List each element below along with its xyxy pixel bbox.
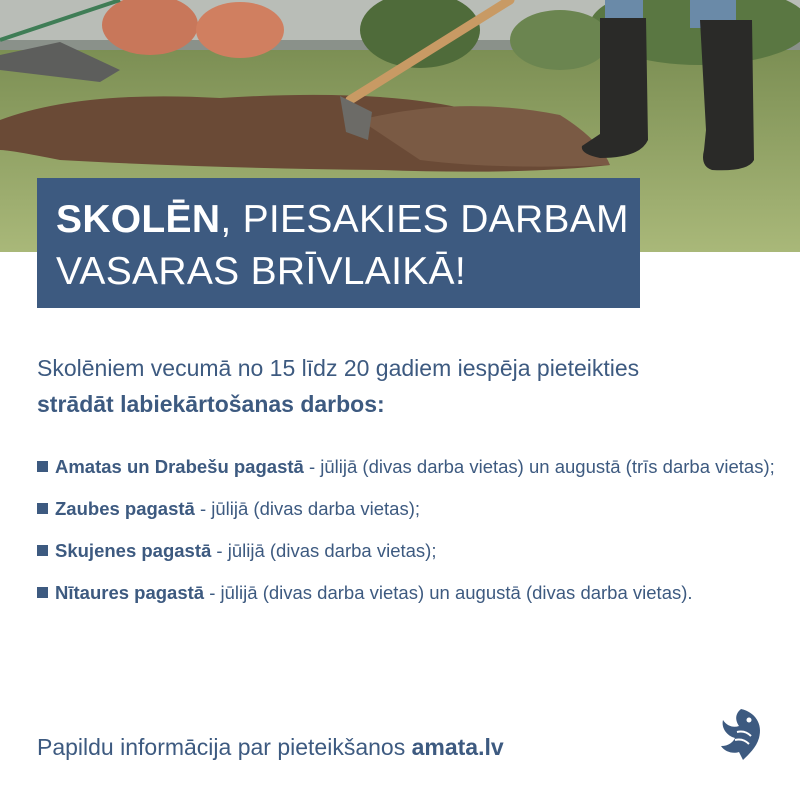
parish-list: [37, 452, 777, 620]
parish-name: Nītaures pagastā: [55, 582, 205, 603]
parish-name: Amatas un Drabešu pagastā: [55, 456, 304, 477]
list-item: [37, 452, 777, 482]
parish-detail: - jūlijā (divas darba vietas);: [211, 540, 437, 561]
headline-line-2: VASARAS BRĪVLAIKĀ!: [56, 250, 467, 293]
list-item: [37, 536, 777, 566]
list-item: [37, 494, 777, 524]
intro-text: [37, 350, 777, 422]
parish-detail: - jūlijā (divas darba vietas) un augustā (trīs darba vietas);: [303, 456, 775, 477]
intro-sentence: Skolēniem vecumā no 15 līdz 20 gadiem iespēja pieteikties: [37, 355, 640, 381]
website-link[interactable]: amata.lv: [411, 734, 504, 760]
parish-name: Skujenes pagastā: [55, 540, 212, 561]
fish-logo-icon: [715, 706, 767, 764]
footer-info: [37, 730, 504, 764]
square-bullet-icon: [37, 587, 48, 598]
list-item: [37, 578, 777, 608]
headline-rest: , PIESAKIES DARBAM: [220, 198, 629, 241]
square-bullet-icon: [37, 461, 48, 472]
headline-bold: SKOLĒN: [56, 198, 221, 241]
headline-banner: [37, 178, 640, 308]
square-bullet-icon: [37, 545, 48, 556]
footer-text: Papildu informācija par pieteikšanos: [37, 734, 412, 760]
square-bullet-icon: [37, 503, 48, 514]
intro-bold: strādāt labiekārtošanas darbos:: [37, 391, 385, 417]
parish-name: Zaubes pagastā: [55, 498, 195, 519]
parish-detail: - jūlijā (divas darba vietas) un augustā (divas darba vietas).: [204, 582, 693, 603]
headline-line-1: [56, 194, 629, 246]
parish-detail: - jūlijā (divas darba vietas);: [194, 498, 420, 519]
